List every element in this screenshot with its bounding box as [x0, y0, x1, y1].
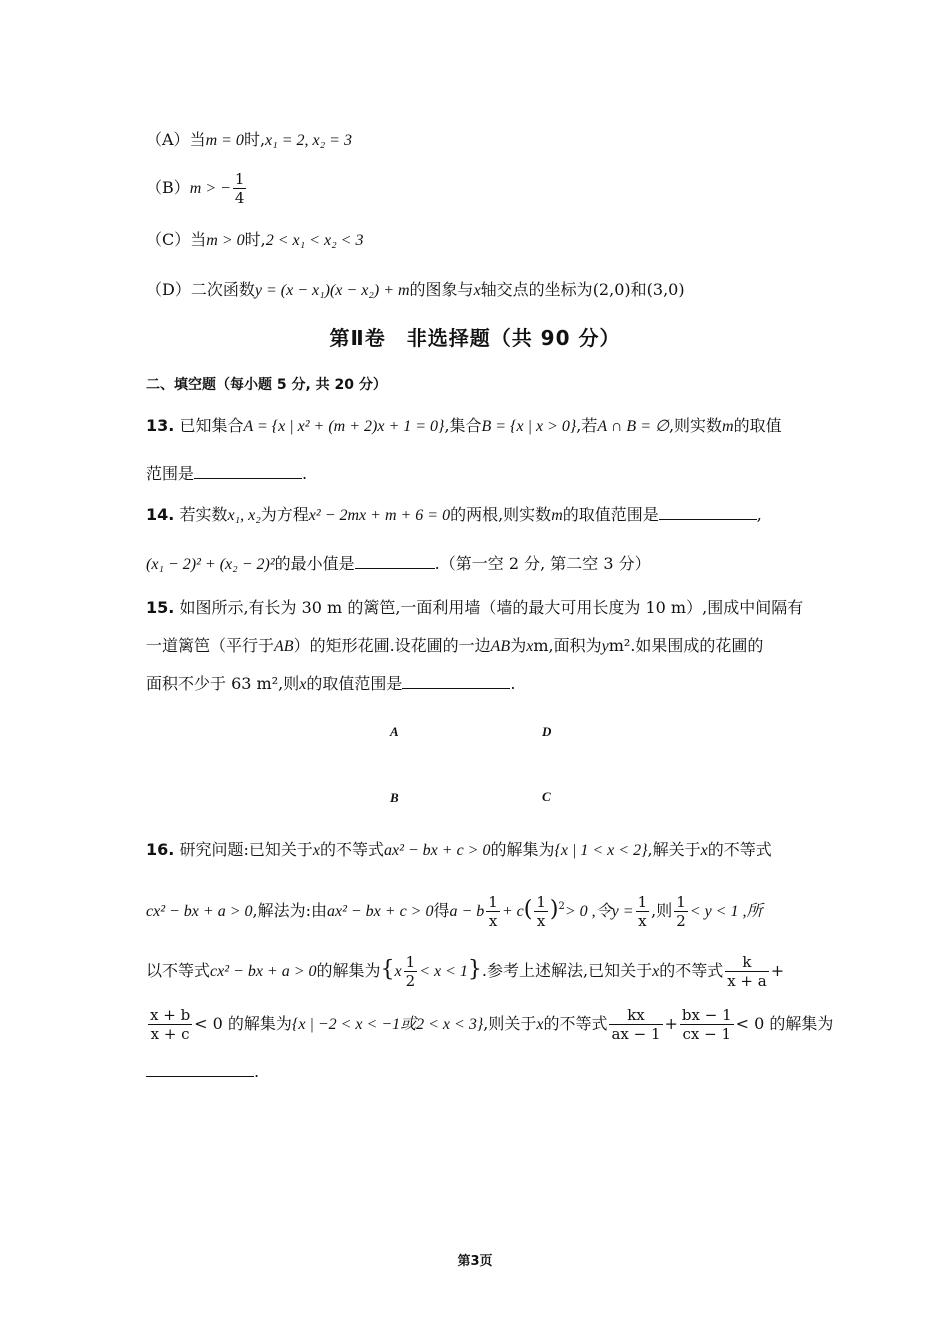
q13-line2: 范围是 .	[146, 464, 308, 483]
answer-blank[interactable]	[402, 672, 510, 689]
q13-line1: 13. 已知集合A = {x | x² + (m + 2)x + 1 = 0},集合B = {x | x > 0},若A ∩ B = ∅,则实数m的取值	[146, 416, 782, 435]
answer-blank[interactable]	[194, 462, 302, 479]
q15-line1: 15. 如图所示,有长为 30 m 的篱笆,一面利用墙（墙的最大可用长度为 10 m）,围成中间隔有	[146, 598, 804, 617]
figure-point-b: B	[390, 790, 399, 805]
fraction: $\frac{1}{x}$	[637, 893, 648, 930]
q15-line3: 面积不少于 63 m²,则x的取值范围是 .	[146, 674, 516, 693]
q16-line4: $\frac{x + b}{x + c}$ < 0 的解集为{x | −2 < x < −1或2 < x < 3},则关于x的不等式 $\frac{kx}{ax - 1}$ + $\frac{bx - 1}{cx - 1}$ < 0 的解集为	[150, 1006, 834, 1043]
q15-line2: 一道篱笆（平行于AB）的矩形花圃.设花圃的一边AB为xm,面积为ym².如果围成的花圃的	[146, 636, 764, 655]
figure-point-a: A	[390, 724, 399, 739]
q14-line1: 14. 若实数x₁, x₂为方程x² − 2mx + m + 6 = 0的两根,则实数m的取值范围是 ,	[146, 505, 762, 524]
fraction: $\frac{x + b}{x + c}$	[150, 1006, 191, 1043]
q16-line3: 以不等式cx² − bx + a > 0的解集为{x $\frac{1}{2}$ < x < 1}.参考上述解法,已知关于x的不等式 $\frac{k}{x + a}$ +	[146, 953, 785, 990]
fraction: $\frac{1}{2}$	[676, 893, 686, 930]
question-number: 13.	[146, 416, 175, 435]
fraction: $\frac{1}{4}$	[234, 170, 245, 207]
fraction: $\frac{bx - 1}{cx - 1}$	[681, 1006, 732, 1043]
question-number: 14.	[146, 505, 175, 524]
option-c: （C）当m > 0时,2 < x₁ < x₂ < 3	[146, 230, 364, 249]
question-number: 16.	[146, 840, 175, 859]
q16-line1: 16. 研究问题:已知关于x的不等式ax² − bx + c > 0的解集为{x | 1 < x < 2},解关于x的不等式	[146, 840, 772, 859]
q16-line5: .	[146, 1060, 804, 1084]
option-a: （A）当m = 0时,x₁ = 2, x₂ = 3	[146, 130, 352, 149]
fraction: $\frac{k}{x + a}$	[727, 953, 767, 990]
page-number: 第3页	[457, 1254, 493, 1269]
q14-line2: (x₁ − 2)² + (x₂ − 2)²的最小值是 .（第一空 2 分, 第二空 3 分）	[146, 554, 651, 573]
answer-blank[interactable]	[355, 552, 435, 569]
option-d: （D）二次函数y = (x − x₁)(x − x₂) + m的图象与x轴交点的坐标为(2,0)和(3,0)	[146, 280, 685, 299]
q16-line2: cx² − bx + a > 0,解法为:由ax² − bx + c > 0得a − b $\frac{1}{x}$ + c( $\frac{1}{x}$ )$^2$> 0 ,令y = $\frac{1}{x}$ ,则 $\frac{1}{2}$ < y < 1 ,所	[146, 893, 763, 930]
figure-point-c: C	[542, 789, 551, 804]
question-number: 15.	[146, 598, 175, 617]
fraction: $\frac{kx}{ax - 1}$	[611, 1006, 661, 1043]
answer-blank[interactable]	[146, 1060, 254, 1077]
fraction: $\frac{1}{x}$	[536, 893, 546, 930]
figure-point-d: D	[542, 724, 552, 739]
fraction: $\frac{1}{x}$	[488, 893, 498, 930]
option-b: （B）m > − $\frac{1}{4}$	[146, 170, 245, 207]
section-title: 二、填空题（每小题 5 分, 共 20 分）	[146, 377, 387, 393]
part-title: 第Ⅱ卷 非选择题（共 90 分）	[329, 326, 621, 350]
fraction: $\frac{1}{2}$	[405, 953, 416, 990]
answer-blank[interactable]	[659, 503, 757, 520]
